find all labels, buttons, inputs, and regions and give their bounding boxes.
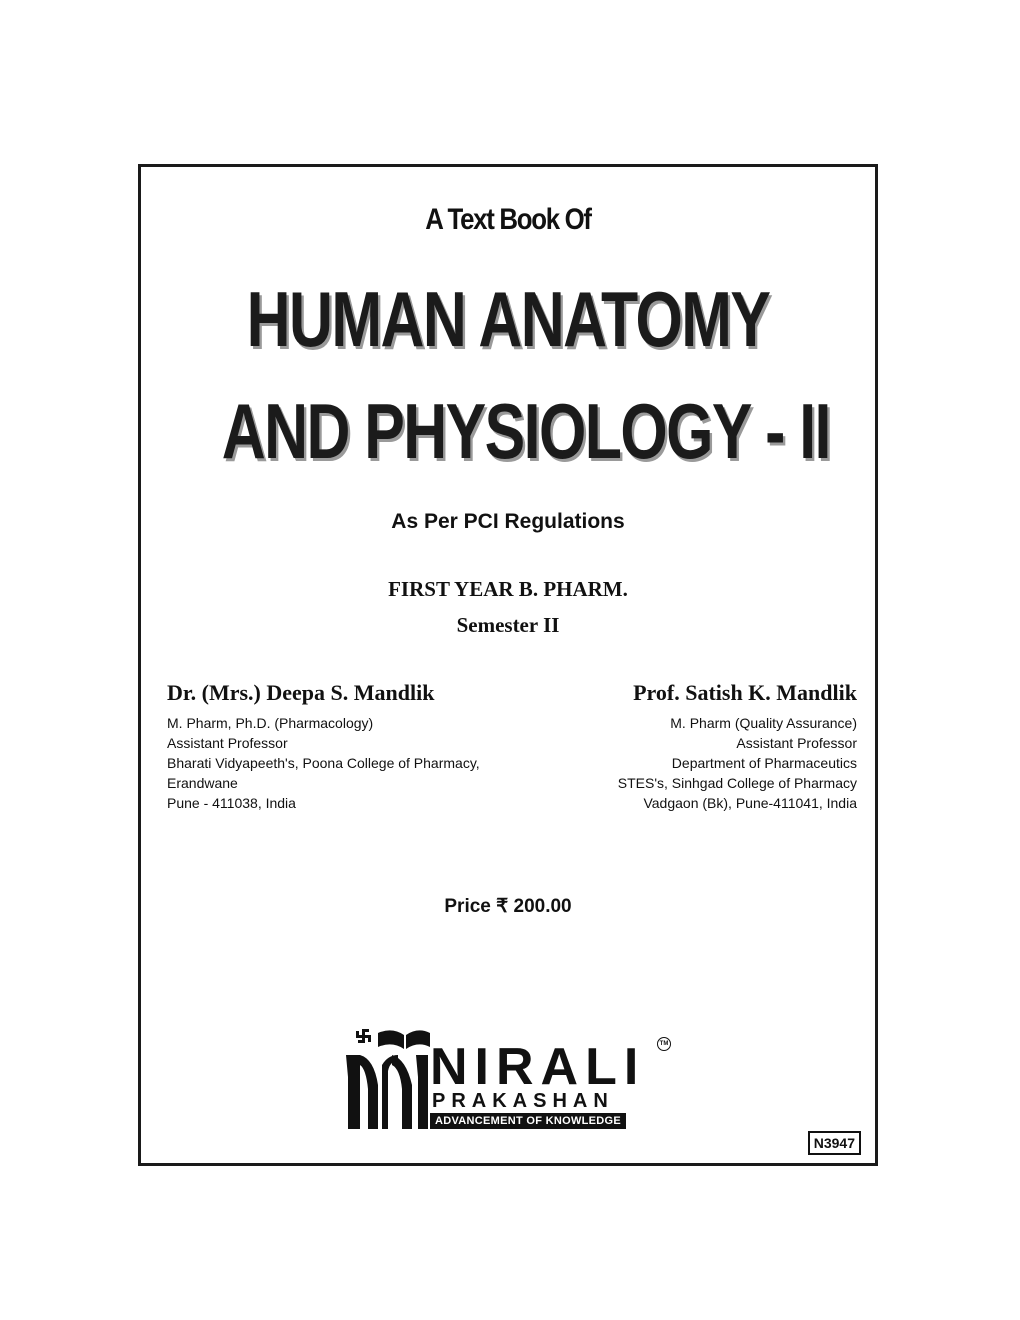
publisher-emblem-icon — [342, 1025, 432, 1135]
author-2-line: Vadgaon (Bk), Pune-411041, India — [643, 795, 857, 811]
book-title-line-1: HUMAN ANATOMY — [246, 275, 770, 363]
author-2-line: STES's, Sinhgad College of Pharmacy — [617, 775, 857, 791]
trademark-mark: TM — [657, 1037, 671, 1051]
author-2-line: Assistant Professor — [736, 735, 857, 751]
publisher-tagline: ADVANCEMENT OF KNOWLEDGE — [430, 1113, 626, 1129]
author-2-line: Department of Pharmaceutics — [671, 755, 857, 771]
price: Price ₹ 200.00 — [444, 896, 572, 917]
author-1 — [167, 680, 512, 813]
author-1-line: Bharati Vidyapeeth's, Poona College of Pharmacy, — [167, 755, 480, 771]
author-1-line: M. Pharm, Ph.D. (Pharmacology) — [167, 715, 374, 731]
catalog-code: N3947 — [808, 1131, 861, 1155]
semester: Semester II — [456, 613, 560, 637]
author-1-name: Dr. (Mrs.) Deepa S. Mandlik — [167, 680, 435, 705]
book-title-line-2: AND PHYSIOLOGY - II — [221, 387, 830, 475]
publisher-subname: PRAKASHAN — [432, 1090, 614, 1112]
publisher-name: NIRALI — [430, 1038, 646, 1096]
author-2 — [512, 680, 857, 813]
author-2-name: Prof. Satish K. Mandlik — [633, 680, 857, 705]
cover-frame — [138, 164, 878, 1166]
book-kicker: A Text Book Of — [425, 203, 591, 236]
regulations-subtitle: As Per PCI Regulations — [391, 510, 625, 533]
course-year: FIRST YEAR B. PHARM. — [388, 577, 628, 601]
publisher-logo — [342, 1025, 682, 1135]
author-2-line: M. Pharm (Quality Assurance) — [670, 715, 857, 731]
author-1-line: Pune - 411038, India — [167, 795, 296, 811]
author-1-line: Assistant Professor — [167, 735, 288, 751]
author-1-line: Erandwane — [167, 775, 238, 791]
